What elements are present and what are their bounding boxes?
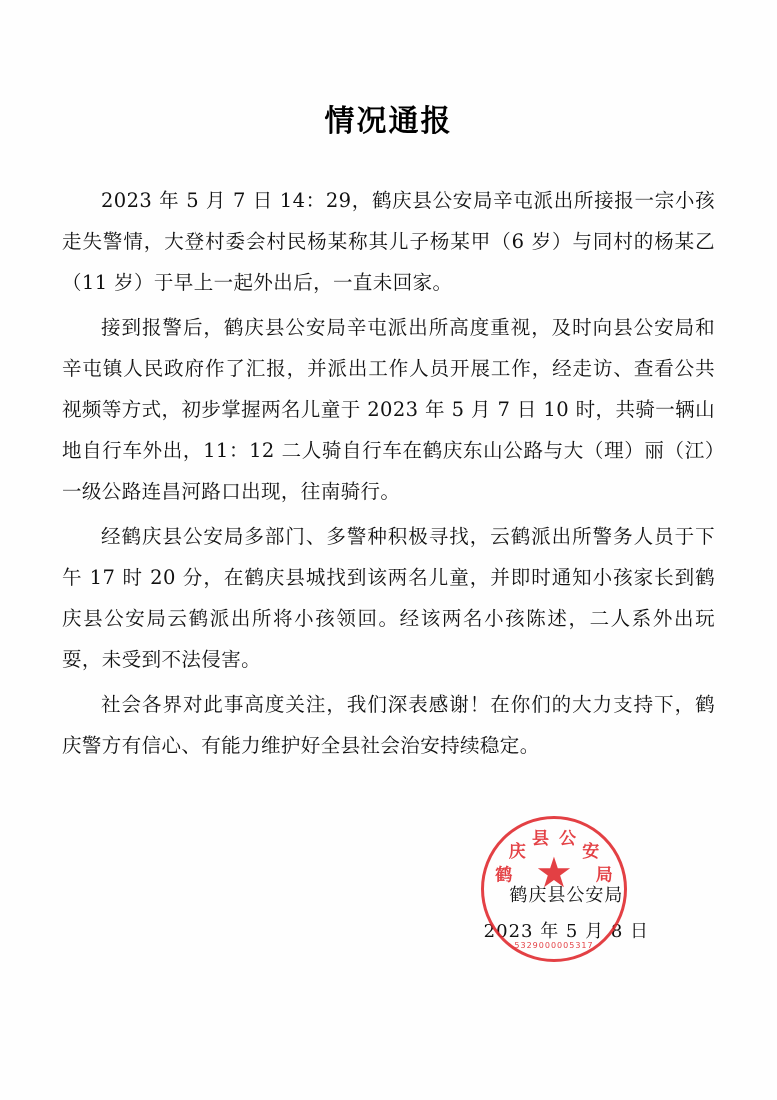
document-body [0, 140, 777, 766]
official-seal-icon: 鹤 庆 县 公 安 局 ★ 5329000005317 [481, 816, 627, 962]
paragraph: 社会各界对此事高度关注，我们深表感谢！在你们的大力支持下，鹤庆警方有信心、有能力维护好全县社会治安持续稳定。 [62, 693, 715, 757]
paragraph: 2023 年 5 月 7 日 14：29，鹤庆县公安局辛屯派出所接报一宗小孩走失警情，大登村委会村民杨某称其儿子杨某甲（6 岁）与同村的杨某乙（11 岁）于早上一起外出后，一直未回家。 [62, 189, 715, 294]
signature-area [0, 828, 777, 1028]
issuer-name: 鹤庆县公安局 [509, 885, 624, 906]
seal-char: 公 [558, 828, 576, 849]
paragraph: 经鹤庆县公安局多部门、多警种积极寻找，云鹤派出所警务人员于下午 17 时 20 分，在鹤庆县城找到该两名儿童，并即时通知小孩家长到鹤庆县公安局云鹤派出所将小孩领回。经该两名小孩陈述，二人系外出玩耍，未受到不法侵害。 [62, 525, 715, 671]
seal-char: 庆 [508, 842, 526, 863]
paragraph: 接到报警后，鹤庆县公安局辛屯派出所高度重视，及时向县公安局和辛屯镇人民政府作了汇报，并派出工作人员开展工作，经走访、查看公共视频等方式，初步掌握两名儿童于 2023 年 5 月 7 日 10 时，共骑一辆山地自行车外出，11：12 二人骑自行车在鹤庆东山公路与大（理）丽（江）一级公路连昌河路口出现，往南骑行。 [62, 316, 715, 503]
seal-char: 县 [532, 828, 550, 849]
signature-block [484, 878, 649, 950]
seal-char: 安 [582, 842, 600, 863]
seal-char: 局 [595, 865, 613, 886]
seal-code: 5329000005317 [514, 941, 594, 950]
page-title: 情况通报 [324, 104, 453, 139]
issue-date: 2023 年 5 月 8 日 [483, 921, 649, 942]
seal-char: 鹤 [495, 865, 513, 886]
